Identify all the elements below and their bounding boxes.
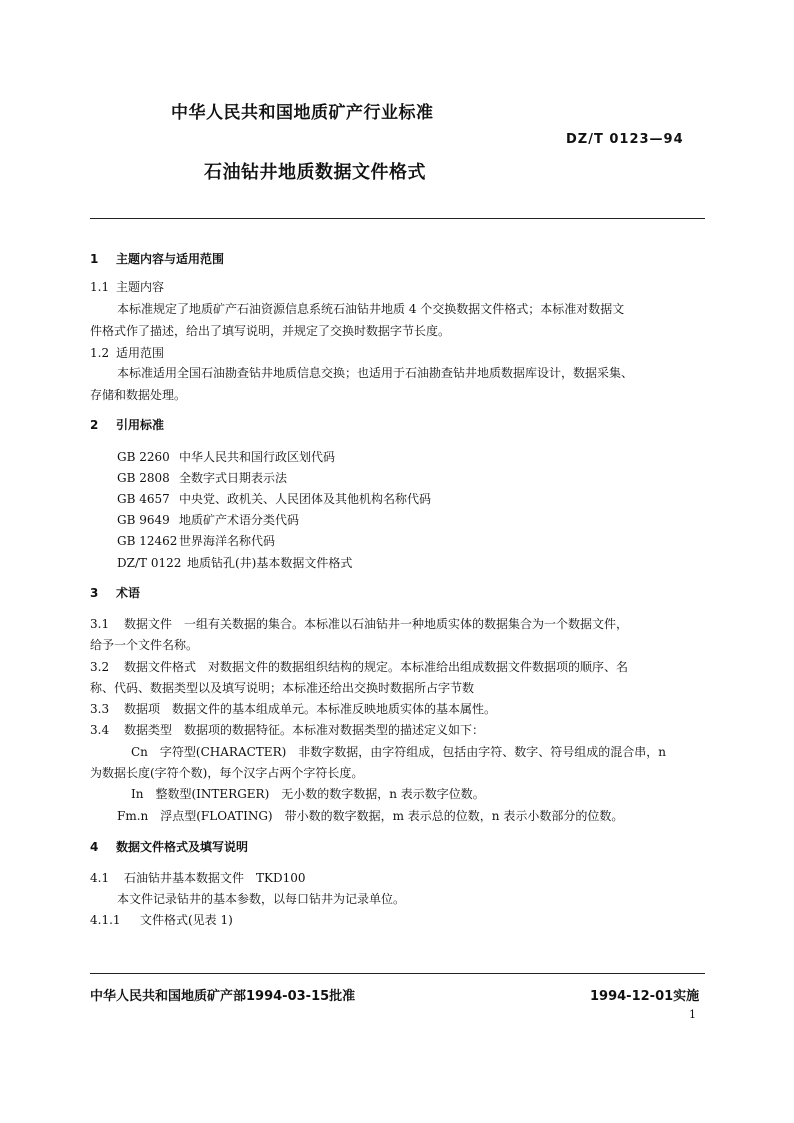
reference-item: GB 2260 中华人民共和国行政区划代码	[117, 450, 336, 464]
term-3-1-line-2: 给予一个文件名称。	[90, 638, 199, 652]
section-4-heading: 4 数据文件格式及填写说明	[90, 840, 249, 854]
term-3-3: 3.3 数据项 数据文件的基本组成单元。本标准反映地质实体的基本属性。	[90, 702, 497, 716]
section-3-heading: 3 术语	[90, 586, 141, 600]
term-3-2-line-1: 3.2 数据文件格式 对数据文件的数据组织结构的规定。本标准给出组成数据文件数据项的顺序、名	[90, 660, 629, 674]
section-1-2-paragraph-line-1: 本标准适用全国石油勘查钻井地质信息交换；也适用于石油勘查钻井地质数据库设计，数据采集、	[117, 366, 634, 380]
section-4-1-heading: 4.1 石油钻井基本数据文件 TKD100	[90, 871, 306, 885]
section-1-2-heading: 1.2 适用范围	[90, 346, 165, 360]
type-fm: Fm.n 浮点型(FLOATING) 带小数的数字数据，m 表示总的位数，n 表示小数部分的位数。	[117, 809, 624, 823]
type-cn-line-2: 为数据长度(字符个数)，每个汉字占两个字符长度。	[90, 766, 364, 780]
section-4-1-paragraph: 本文件记录钻井的基本参数，以每口钻井为记录单位。	[117, 892, 406, 906]
section-4-1-1-heading: 4.1.1 文件格式(见表 1)	[90, 913, 233, 927]
type-in: In 整数型(INTERGER) 无小数的数字数据，n 表示数字位数。	[131, 787, 485, 801]
section-1-heading: 1 主题内容与适用范围	[90, 252, 225, 266]
section-2-heading: 2 引用标准	[90, 418, 165, 432]
reference-item: DZ/T 0122 地质钻孔(井)基本数据文件格式	[117, 556, 353, 570]
header-divider	[90, 218, 705, 219]
approval-info: 中华人民共和国地质矿产部1994-03-15批准	[90, 989, 356, 1004]
reference-item: GB 2808 全数字式日期表示法	[117, 471, 288, 485]
reference-item: GB 12462 世界海洋名称代码	[117, 534, 276, 548]
section-1-2-paragraph-line-2: 存储和数据处理。	[90, 388, 187, 402]
issuing-organization: 中华人民共和国地质矿产行业标准	[171, 103, 434, 123]
section-1-1-paragraph-line-1: 本标准规定了地质矿产石油资源信息系统石油钻井地质 4 个交换数据文件格式；本标准对数据文	[117, 302, 625, 316]
section-1-1-heading: 1.1 主题内容	[90, 280, 165, 294]
type-cn-line-1: Cn 字符型(CHARACTER) 非数字数据，由字符组成，包括由字符、数字、符号组成的混合串，n	[131, 745, 667, 759]
term-3-2-line-2: 称、代码、数据类型以及填写说明；本标准还给出交换时数据所占字节数	[90, 681, 475, 695]
effective-date: 1994-12-01实施	[590, 989, 700, 1004]
footer-divider	[90, 973, 705, 974]
page-number: 1	[689, 1008, 696, 1021]
section-1-1-paragraph-line-2: 件格式作了描述，给出了填写说明，并规定了交换时数据字节长度。	[90, 324, 451, 338]
term-3-1-line-1: 3.1 数据文件 一组有关数据的集合。本标准以石油钻井一种地质实体的数据集合为一个数据文件，	[90, 617, 629, 631]
term-3-4: 3.4 数据类型 数据项的数据特征。本标准对数据类型的描述定义如下：	[90, 723, 485, 737]
standard-code: DZ/T 0123—94	[566, 132, 684, 147]
reference-item: GB 4657 中央党、政机关、人民团体及其他机构名称代码	[117, 492, 432, 506]
reference-item: GB 9649 地质矿产术语分类代码	[117, 513, 300, 527]
document-title: 石油钻井地质数据文件格式	[204, 162, 426, 183]
